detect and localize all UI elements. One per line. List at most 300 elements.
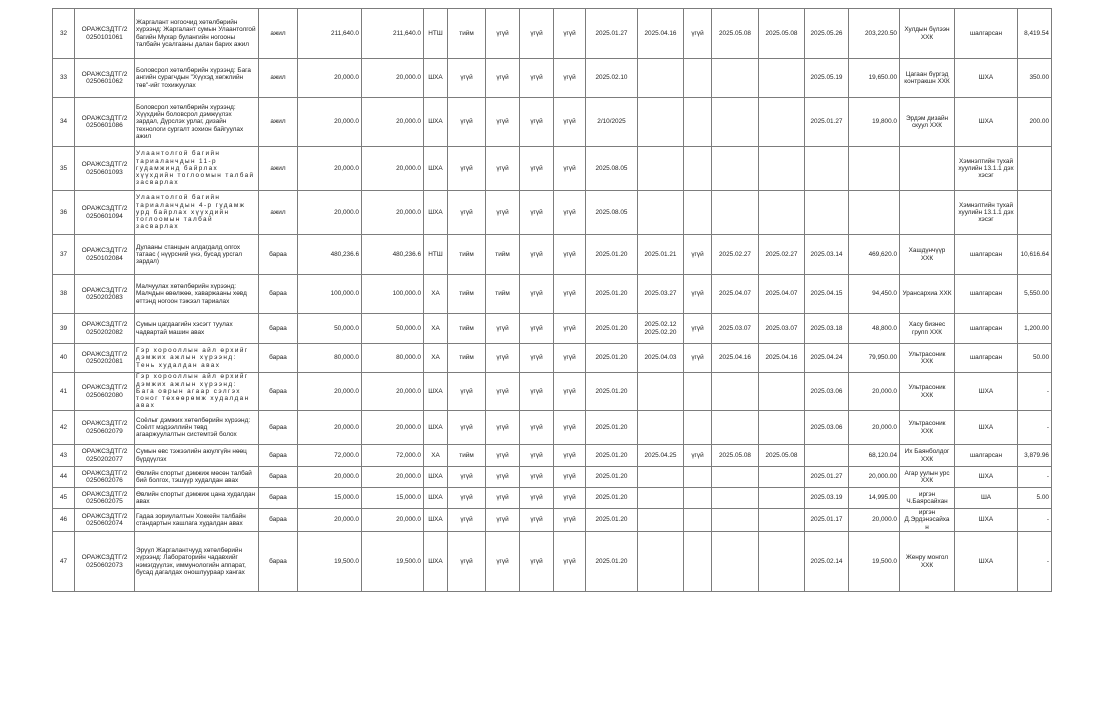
supplier-name: Ультрасоник ХХК [900, 411, 955, 445]
contract-price: 19,800.0 [849, 98, 900, 147]
criteria-1: тийм [448, 235, 486, 275]
announcement-date: 2025.01.20 [586, 344, 638, 373]
procurement-code: ОРАЖСЗДТГ/2 0250602079 [75, 411, 135, 445]
notice-date [759, 532, 805, 592]
table-row [53, 275, 1052, 314]
procurement-type: бараа [259, 373, 298, 411]
criteria-5 [684, 488, 712, 509]
savings-amount: 350.00 [1018, 59, 1052, 98]
announcement-date: 2025.01.20 [586, 445, 638, 467]
procurement-method: ШХА [424, 191, 448, 235]
criteria-5 [684, 373, 712, 411]
criteria-5 [684, 411, 712, 445]
contract-price [849, 191, 900, 235]
selection-status: Хэмнэлтийн тухай хуулийн 13.1.1 дэх хэсэг [955, 191, 1018, 235]
supplier-name: Урансархиа ХХК [900, 275, 955, 314]
estimated-amount: 100,000.0 [298, 275, 362, 314]
criteria-1: үгүй [448, 488, 486, 509]
criteria-5: үгүй [684, 445, 712, 467]
evaluation-date [712, 411, 759, 445]
criteria-5 [684, 532, 712, 592]
budget-amount: 20,000.0 [362, 411, 424, 445]
contract-date [805, 445, 849, 467]
contract-price: 20,000.0 [849, 411, 900, 445]
criteria-2: тийм [486, 275, 520, 314]
procurement-description: Улаантолгой багийн тариаланчдын 11-р гудамжинд байрлах хүүхдийн тоглоомын талбай засварлах [135, 147, 259, 191]
contract-date: 2025.02.14 [805, 532, 849, 592]
contract-price: 469,620.0 [849, 235, 900, 275]
savings-amount: 3,879.96 [1018, 445, 1052, 467]
evaluation-date [712, 509, 759, 532]
estimated-amount: 20,000.0 [298, 467, 362, 488]
selection-status: ША [955, 488, 1018, 509]
contract-price: 19,650.00 [849, 59, 900, 98]
notice-date: 2025.05.08 [759, 9, 805, 59]
budget-amount: 20,000.0 [362, 373, 424, 411]
procurement-method: ХА [424, 275, 448, 314]
procurement-type: бараа [259, 235, 298, 275]
criteria-5 [684, 509, 712, 532]
criteria-1: тийм [448, 9, 486, 59]
notice-date [759, 59, 805, 98]
budget-amount: 20,000.0 [362, 59, 424, 98]
row-number: 42 [53, 411, 75, 445]
selection-status: ШХА [955, 59, 1018, 98]
contract-date: 2025.04.15 [805, 275, 849, 314]
criteria-1: үгүй [448, 147, 486, 191]
procurement-code: ОРАЖСЗДТГ/2 0250601094 [75, 191, 135, 235]
contract-price: 14,995.00 [849, 488, 900, 509]
criteria-4: үгүй [554, 235, 586, 275]
criteria-1: үгүй [448, 98, 486, 147]
criteria-5 [684, 191, 712, 235]
supplier-name: Их Баянболдог ХХК [900, 445, 955, 467]
supplier-name: Цагаан бүргэд контракшн ХХК [900, 59, 955, 98]
row-number: 37 [53, 235, 75, 275]
contract-price: 19,500.0 [849, 532, 900, 592]
criteria-3: үгүй [520, 191, 554, 235]
procurement-table [52, 8, 1052, 592]
budget-amount: 15,000.0 [362, 488, 424, 509]
contract-price: 20,000.00 [849, 467, 900, 488]
procurement-description: Соёлыг дэмжих хөтөлбөрийн хүрээнд: Соёлт мэдээллийн төвд агааржуулалтын системтэй болох [135, 411, 259, 445]
bid-opening-date [638, 532, 684, 592]
row-number: 44 [53, 467, 75, 488]
bid-opening-date [638, 488, 684, 509]
procurement-code: ОРАЖСЗДТГ/2 0250602075 [75, 488, 135, 509]
contract-price: 68,120.04 [849, 445, 900, 467]
evaluation-date [712, 59, 759, 98]
announcement-date: 2025.01.20 [586, 488, 638, 509]
bid-opening-date [638, 467, 684, 488]
row-number: 33 [53, 59, 75, 98]
contract-price [849, 147, 900, 191]
criteria-5: үгүй [684, 344, 712, 373]
estimated-amount: 211,640.0 [298, 9, 362, 59]
procurement-code: ОРАЖСЗДТГ/2 0250202083 [75, 275, 135, 314]
table-row [53, 488, 1052, 509]
procurement-type: ажил [259, 147, 298, 191]
procurement-description: Малчуулах хөтөлбөрийн хүрээнд: Малчдын өвөлжөө, хаваржааны хөвд өттэнд ногоон тэжээл тариалах [135, 275, 259, 314]
announcement-date: 2025.01.20 [586, 314, 638, 344]
contract-date [805, 191, 849, 235]
contract-price: 20,000.0 [849, 373, 900, 411]
table-row [53, 532, 1052, 592]
procurement-method: ХА [424, 314, 448, 344]
selection-status: ШХА [955, 509, 1018, 532]
contract-date: 2025.03.19 [805, 488, 849, 509]
supplier-name: Хулдын бүлээн ХХК [900, 9, 955, 59]
row-number: 46 [53, 509, 75, 532]
table-row [53, 344, 1052, 373]
estimated-amount: 80,000.0 [298, 344, 362, 373]
criteria-4: үгүй [554, 98, 586, 147]
evaluation-date: 2025.04.07 [712, 275, 759, 314]
criteria-5: үгүй [684, 314, 712, 344]
supplier-name: Ультрасоник ХХК [900, 344, 955, 373]
supplier-name: Ультрасоник ХХК [900, 373, 955, 411]
evaluation-date [712, 532, 759, 592]
procurement-type: бараа [259, 532, 298, 592]
estimated-amount: 480,236.6 [298, 235, 362, 275]
selection-status: Хэмнэлтийн тухай хуулийн 13.1.1 дэх хэсэг [955, 147, 1018, 191]
selection-status: ШХА [955, 467, 1018, 488]
criteria-1: тийм [448, 314, 486, 344]
notice-date [759, 509, 805, 532]
criteria-5 [684, 467, 712, 488]
criteria-4: үгүй [554, 9, 586, 59]
table-row [53, 147, 1052, 191]
supplier-name: Хашдүнчүүр ХХК [900, 235, 955, 275]
row-number: 32 [53, 9, 75, 59]
procurement-type: бараа [259, 509, 298, 532]
budget-amount: 72,000.0 [362, 445, 424, 467]
announcement-date: 2025.08.05 [586, 191, 638, 235]
criteria-2: үгүй [486, 9, 520, 59]
budget-amount: 80,000.0 [362, 344, 424, 373]
criteria-3: үгүй [520, 488, 554, 509]
criteria-3: үгүй [520, 98, 554, 147]
evaluation-date: 2025.04.16 [712, 344, 759, 373]
criteria-4: үгүй [554, 488, 586, 509]
row-number: 41 [53, 373, 75, 411]
procurement-method: ШХА [424, 467, 448, 488]
procurement-method: ШХА [424, 373, 448, 411]
contract-date: 2025.03.14 [805, 235, 849, 275]
evaluation-date [712, 191, 759, 235]
savings-amount [1018, 147, 1052, 191]
budget-amount: 20,000.0 [362, 191, 424, 235]
row-number: 43 [53, 445, 75, 467]
notice-date: 2025.05.08 [759, 445, 805, 467]
procurement-type: ажил [259, 98, 298, 147]
criteria-1: тийм [448, 344, 486, 373]
criteria-3: үгүй [520, 373, 554, 411]
notice-date [759, 147, 805, 191]
announcement-date: 2025.08.05 [586, 147, 638, 191]
budget-amount: 480,236.6 [362, 235, 424, 275]
procurement-method: ШХА [424, 411, 448, 445]
budget-amount: 100,000.0 [362, 275, 424, 314]
criteria-4: үгүй [554, 147, 586, 191]
announcement-date: 2025.01.20 [586, 509, 638, 532]
procurement-code: ОРАЖСЗДТГ/2 0250602074 [75, 509, 135, 532]
criteria-3: үгүй [520, 509, 554, 532]
criteria-4: үгүй [554, 373, 586, 411]
selection-status: шалгарсан [955, 9, 1018, 59]
procurement-type: бараа [259, 275, 298, 314]
evaluation-date [712, 467, 759, 488]
procurement-description: Дулааны станцын алдагдалд олгох татаас ( нүүрсний үнэ, бусад урсгал зардал) [135, 235, 259, 275]
savings-amount: 200.00 [1018, 98, 1052, 147]
criteria-2: үгүй [486, 191, 520, 235]
procurement-type: бараа [259, 467, 298, 488]
supplier-name: иргэн Д.Эрдэнэсайха н [900, 509, 955, 532]
procurement-type: ажил [259, 9, 298, 59]
contract-date: 2025.05.19 [805, 59, 849, 98]
row-number: 47 [53, 532, 75, 592]
criteria-1: үгүй [448, 373, 486, 411]
announcement-date: 2025.01.20 [586, 411, 638, 445]
procurement-description: Эрүүл Жаргалантчууд хөтөлбөрийн хүрээнд: Лабораторийн чадавхийг нэмэгдүүлэх, иммунологийн аппарат, бусад дагалдах оношлуураар хангах [135, 532, 259, 592]
bid-opening-date: 2025.04.25 [638, 445, 684, 467]
contract-date: 2025.03.06 [805, 411, 849, 445]
notice-date: 2025.03.07 [759, 314, 805, 344]
evaluation-date: 2025.03.07 [712, 314, 759, 344]
procurement-type: бараа [259, 488, 298, 509]
supplier-name: Эрдэм дизайн скуул ХХК [900, 98, 955, 147]
estimated-amount: 15,000.0 [298, 488, 362, 509]
estimated-amount: 20,000.0 [298, 98, 362, 147]
criteria-1: тийм [448, 275, 486, 314]
bid-opening-date: 2025.04.16 [638, 9, 684, 59]
contract-date: 2025.04.24 [805, 344, 849, 373]
estimated-amount: 20,000.0 [298, 147, 362, 191]
criteria-2: үгүй [486, 59, 520, 98]
bid-opening-date [638, 147, 684, 191]
table-row [53, 509, 1052, 532]
criteria-3: үгүй [520, 532, 554, 592]
selection-status: ШХА [955, 532, 1018, 592]
selection-status: шалгарсан [955, 344, 1018, 373]
criteria-2: үгүй [486, 467, 520, 488]
procurement-code: ОРАЖСЗДТГ/2 0250102084 [75, 235, 135, 275]
criteria-1: үгүй [448, 532, 486, 592]
row-number: 45 [53, 488, 75, 509]
criteria-4: үгүй [554, 344, 586, 373]
savings-amount: 50.00 [1018, 344, 1052, 373]
criteria-3: үгүй [520, 275, 554, 314]
procurement-method: ХА [424, 445, 448, 467]
criteria-3: үгүй [520, 235, 554, 275]
procurement-method: ХА [424, 344, 448, 373]
criteria-3: үгүй [520, 147, 554, 191]
evaluation-date [712, 98, 759, 147]
savings-amount: 5,550.00 [1018, 275, 1052, 314]
announcement-date: 2025.02.10 [586, 59, 638, 98]
criteria-2: үгүй [486, 509, 520, 532]
bid-opening-date: 2025.04.03 [638, 344, 684, 373]
notice-date [759, 98, 805, 147]
evaluation-date: 2025.05.08 [712, 9, 759, 59]
estimated-amount: 20,000.0 [298, 373, 362, 411]
contract-date: 2025.03.06 [805, 373, 849, 411]
table-row [53, 373, 1052, 411]
criteria-5 [684, 59, 712, 98]
procurement-description: Улаантолгой багийн тариаланчдын 4-р гудамж урд байрлах хүүхдийн тоглоомын талбай засварлах [135, 191, 259, 235]
criteria-2: үгүй [486, 344, 520, 373]
bid-opening-date: 2025.03.27 [638, 275, 684, 314]
bid-opening-date [638, 191, 684, 235]
procurement-description: Боловсрол хөтөлбөрийн хүрээнд: Бага ангийн сурагчдын "Хүүхэд хөгжлийн төв"-ийг тохижуулах [135, 59, 259, 98]
criteria-5: үгүй [684, 9, 712, 59]
criteria-3: үгүй [520, 9, 554, 59]
contract-date: 2025.01.27 [805, 467, 849, 488]
criteria-4: үгүй [554, 532, 586, 592]
procurement-description: Гадаа зориулалтын Хоккейн талбайн стандартын хашлага худалдан авах [135, 509, 259, 532]
procurement-code: ОРАЖСЗДТГ/2 0250602080 [75, 373, 135, 411]
selection-status: шалгарсан [955, 235, 1018, 275]
supplier-name [900, 147, 955, 191]
evaluation-date [712, 373, 759, 411]
budget-amount: 19,500.0 [362, 532, 424, 592]
criteria-2: үгүй [486, 445, 520, 467]
criteria-2: үгүй [486, 532, 520, 592]
notice-date [759, 191, 805, 235]
row-number: 39 [53, 314, 75, 344]
criteria-2: үгүй [486, 488, 520, 509]
savings-amount: - [1018, 467, 1052, 488]
contract-date: 2025.03.18 [805, 314, 849, 344]
table-row [53, 98, 1052, 147]
criteria-5: үгүй [684, 275, 712, 314]
criteria-2: үгүй [486, 411, 520, 445]
criteria-5 [684, 147, 712, 191]
procurement-code: ОРАЖСЗДТГ/2 0250202082 [75, 314, 135, 344]
row-number: 35 [53, 147, 75, 191]
notice-date: 2025.04.07 [759, 275, 805, 314]
procurement-type: ажил [259, 59, 298, 98]
supplier-name: Хасу бизнес групп ХХК [900, 314, 955, 344]
savings-amount: 8,419.54 [1018, 9, 1052, 59]
budget-amount: 50,000.0 [362, 314, 424, 344]
savings-amount: 5.00 [1018, 488, 1052, 509]
table-row [53, 445, 1052, 467]
criteria-2: үгүй [486, 314, 520, 344]
bid-opening-date: 2025.01.21 [638, 235, 684, 275]
notice-date [759, 488, 805, 509]
savings-amount: - [1018, 411, 1052, 445]
budget-amount: 20,000.0 [362, 147, 424, 191]
procurement-method: НТШ [424, 9, 448, 59]
contract-price: 48,800.0 [849, 314, 900, 344]
procurement-description: Гэр хорооллын айл өрхийг дэмжих ажлын хүрээнд: Тень худалдан авах [135, 344, 259, 373]
criteria-1: үгүй [448, 59, 486, 98]
supplier-name: Женру монгол ХХК [900, 532, 955, 592]
estimated-amount: 19,500.0 [298, 532, 362, 592]
notice-date: 2025.02.27 [759, 235, 805, 275]
procurement-method: ШХА [424, 147, 448, 191]
contract-date: 2025.01.27 [805, 98, 849, 147]
estimated-amount: 72,000.0 [298, 445, 362, 467]
estimated-amount: 20,000.0 [298, 411, 362, 445]
criteria-3: үгүй [520, 411, 554, 445]
procurement-type: бараа [259, 411, 298, 445]
contract-price: 94,450.0 [849, 275, 900, 314]
procurement-description: Сумын өвс тэжээлийн аюулгүйн нөөц бүрдүүлэх [135, 445, 259, 467]
criteria-3: үгүй [520, 59, 554, 98]
procurement-code: ОРАЖСЗДТГ/2 0250101061 [75, 9, 135, 59]
procurement-description: Жаргалант ногоочид хөтөлбөрийн хүрээнд: Жаргалант сумын Улаантолгой багийн Мухар булангийн ногооны талбайн усалгааны далан барих ажил [135, 9, 259, 59]
criteria-4: үгүй [554, 411, 586, 445]
row-number: 34 [53, 98, 75, 147]
table-row [53, 467, 1052, 488]
procurement-type: бараа [259, 445, 298, 467]
estimated-amount: 50,000.0 [298, 314, 362, 344]
contract-date: 2025.05.26 [805, 9, 849, 59]
procurement-method: ШХА [424, 532, 448, 592]
supplier-name [900, 191, 955, 235]
procurement-description: Гэр хорооллын айл өрхийг дэмжих ажлын хүрээнд: Бага оврын агаар сэлгэх тоног төхөөрөмж худалдан авах [135, 373, 259, 411]
selection-status: шалгарсан [955, 275, 1018, 314]
criteria-4: үгүй [554, 445, 586, 467]
budget-amount: 211,640.0 [362, 9, 424, 59]
procurement-description: Боловсрол хөтөлбөрийн хүрээнд: Хүүхдийн боловсрол дэмжүүлэх зардал, Дүрслэх урлаг, дизайн технологи сургалт зохион байгуулах ажил [135, 98, 259, 147]
procurement-method: НТШ [424, 235, 448, 275]
criteria-4: үгүй [554, 509, 586, 532]
selection-status: ШХА [955, 411, 1018, 445]
estimated-amount: 20,000.0 [298, 59, 362, 98]
procurement-type: ажил [259, 191, 298, 235]
notice-date [759, 373, 805, 411]
selection-status: шалгарсан [955, 314, 1018, 344]
announcement-date: 2025.01.20 [586, 373, 638, 411]
criteria-3: үгүй [520, 344, 554, 373]
savings-amount: - [1018, 509, 1052, 532]
criteria-1: үгүй [448, 509, 486, 532]
bid-opening-date [638, 59, 684, 98]
criteria-2: үгүй [486, 98, 520, 147]
row-number: 38 [53, 275, 75, 314]
criteria-5: үгүй [684, 235, 712, 275]
selection-status: ШХА [955, 98, 1018, 147]
criteria-1: үгүй [448, 467, 486, 488]
criteria-4: үгүй [554, 275, 586, 314]
notice-date [759, 411, 805, 445]
procurement-code: ОРАЖСЗДТГ/2 0250202081 [75, 344, 135, 373]
table-row [53, 314, 1052, 344]
evaluation-date [712, 147, 759, 191]
savings-amount: 1,200.00 [1018, 314, 1052, 344]
savings-amount: - [1018, 532, 1052, 592]
announcement-date: 2025.01.20 [586, 467, 638, 488]
bid-opening-date [638, 373, 684, 411]
procurement-type: бараа [259, 344, 298, 373]
notice-date [759, 467, 805, 488]
criteria-3: үгүй [520, 467, 554, 488]
procurement-description: Өвлийн спортыг дэмжиж цана худалдан авах [135, 488, 259, 509]
criteria-2: тийм [486, 235, 520, 275]
contract-price: 203,220.50 [849, 9, 900, 59]
criteria-1: тийм [448, 445, 486, 467]
estimated-amount: 20,000.0 [298, 191, 362, 235]
table-row [53, 235, 1052, 275]
row-number: 36 [53, 191, 75, 235]
table-row [53, 59, 1052, 98]
contract-date: 2025.01.17 [805, 509, 849, 532]
procurement-method: ШХА [424, 488, 448, 509]
procurement-description: Өвлийн спортыг дэмжиж мөсөн талбай бий болгох, тэшүүр худалдан авах [135, 467, 259, 488]
